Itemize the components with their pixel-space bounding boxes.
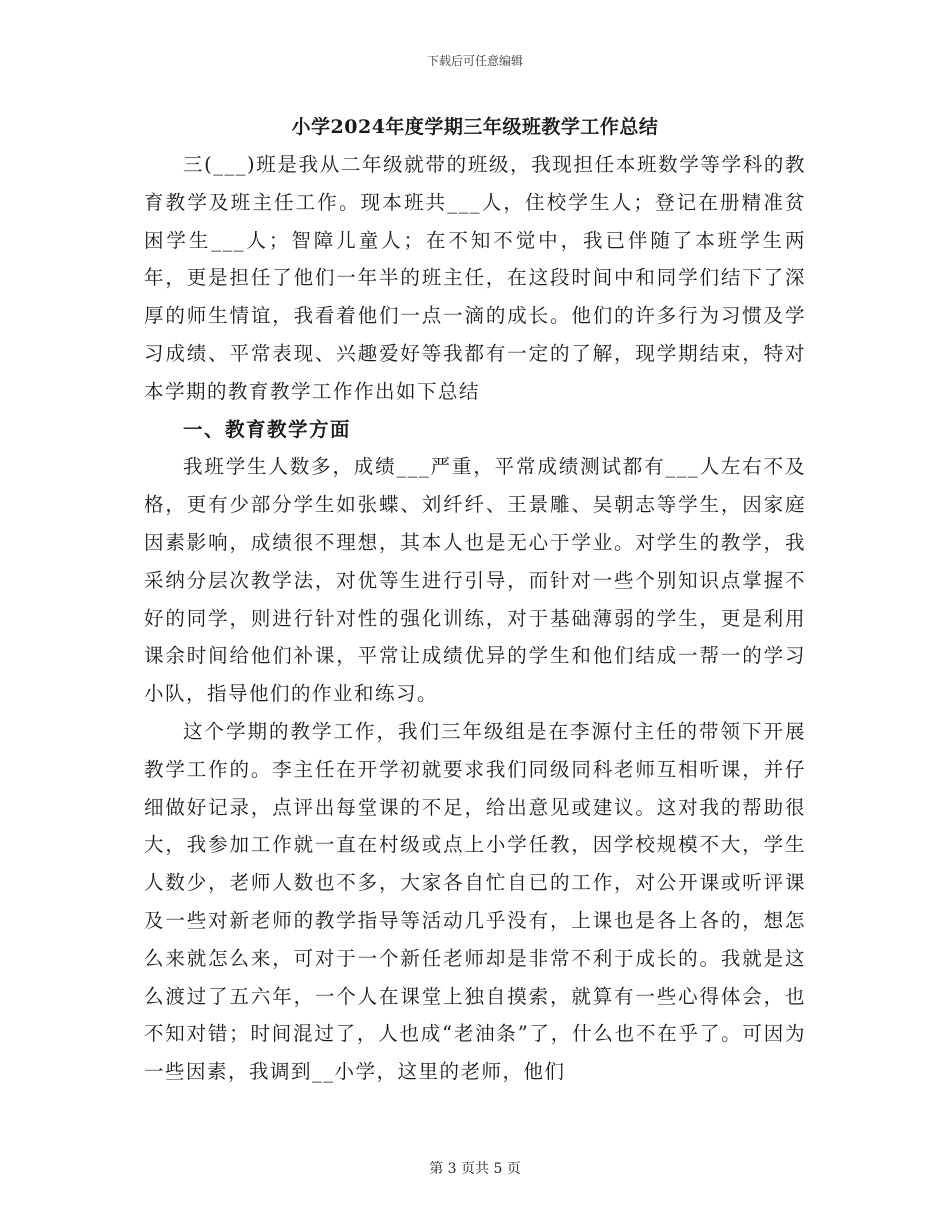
body-paragraph: 我班学生人数多，成绩___严重，平常成绩测试都有___人左右不及格，更有少部分学生如张蝶、刘纤纤、王景雕、吴朝志等学生，因家庭因素影响，成绩很不理想，其本人也是无心于学业。对学生的教学，我采纳分层次教学法，对优等生进行引导，而针对一些个别知识点掌握不好的同学，则进行针对性的强化训练，对于基础薄弱的学生，更是利用课余时间给他们补课，平常让成绩优异的学生和他们结成一帮一的学习小队，指导他们的作业和练习。 <box>144 455 806 706</box>
section-heading: 一、教育教学方面 <box>183 417 352 441</box>
body-paragraph: 这个学期的教学工作，我们三年级组是在李源付主任的带领下开展教学工作的。李主任在开学初就要求我们同级同科老师互相听课，并仔细做好记录，点评出每堂课的不足，给出意见或建议。这对我的帮助很大，我参加工作就一直在村级或点上小学任教，因学校规模不大，学生人数少，老师人数也不多，大家各自忙自已的工作，对公开课或听评课及一些对新老师的教学指导等活动几乎没有，上课也是各上各的，想怎么来就怎么来，可对于一个新任老师却是非常不利于成长的。我就是这么渡过了五六年，一个人在课堂上独自摸索，就算有一些心得体会，也不知对错；时间混过了，人也成“老油条”了，什么也不在乎了。可因为一些因素，我调到__小学，这里的老师，他们 <box>144 719 806 1084</box>
intro-paragraph: 三(___)班是我从二年级就带的班级，我现担任本班数学等学科的教育教学及班主任工作。现本班共___人，住校学生人；登记在册精准贫困学生___人；智障儿童人；在不知不觉中，我已伴随了本班学生两年，更是担任了他们一年半的班主任，在这段时间中和同学们结下了深厚的师生情谊，我看着他们一点一滴的成长。他们的许多行为习惯及学习成绩、平常表现、兴趣爱好等我都有一定的了解，现学期结束，特对本学期的教育教学工作作出如下总结 <box>144 153 806 403</box>
document-title: 小学2024年度学期三年级班教学工作总结 <box>291 116 659 138</box>
page-number: 第 3 页共 5 页 <box>429 1161 521 1177</box>
document-body <box>144 146 806 1091</box>
page-header-note: 下载后可任意编辑 <box>426 54 523 68</box>
